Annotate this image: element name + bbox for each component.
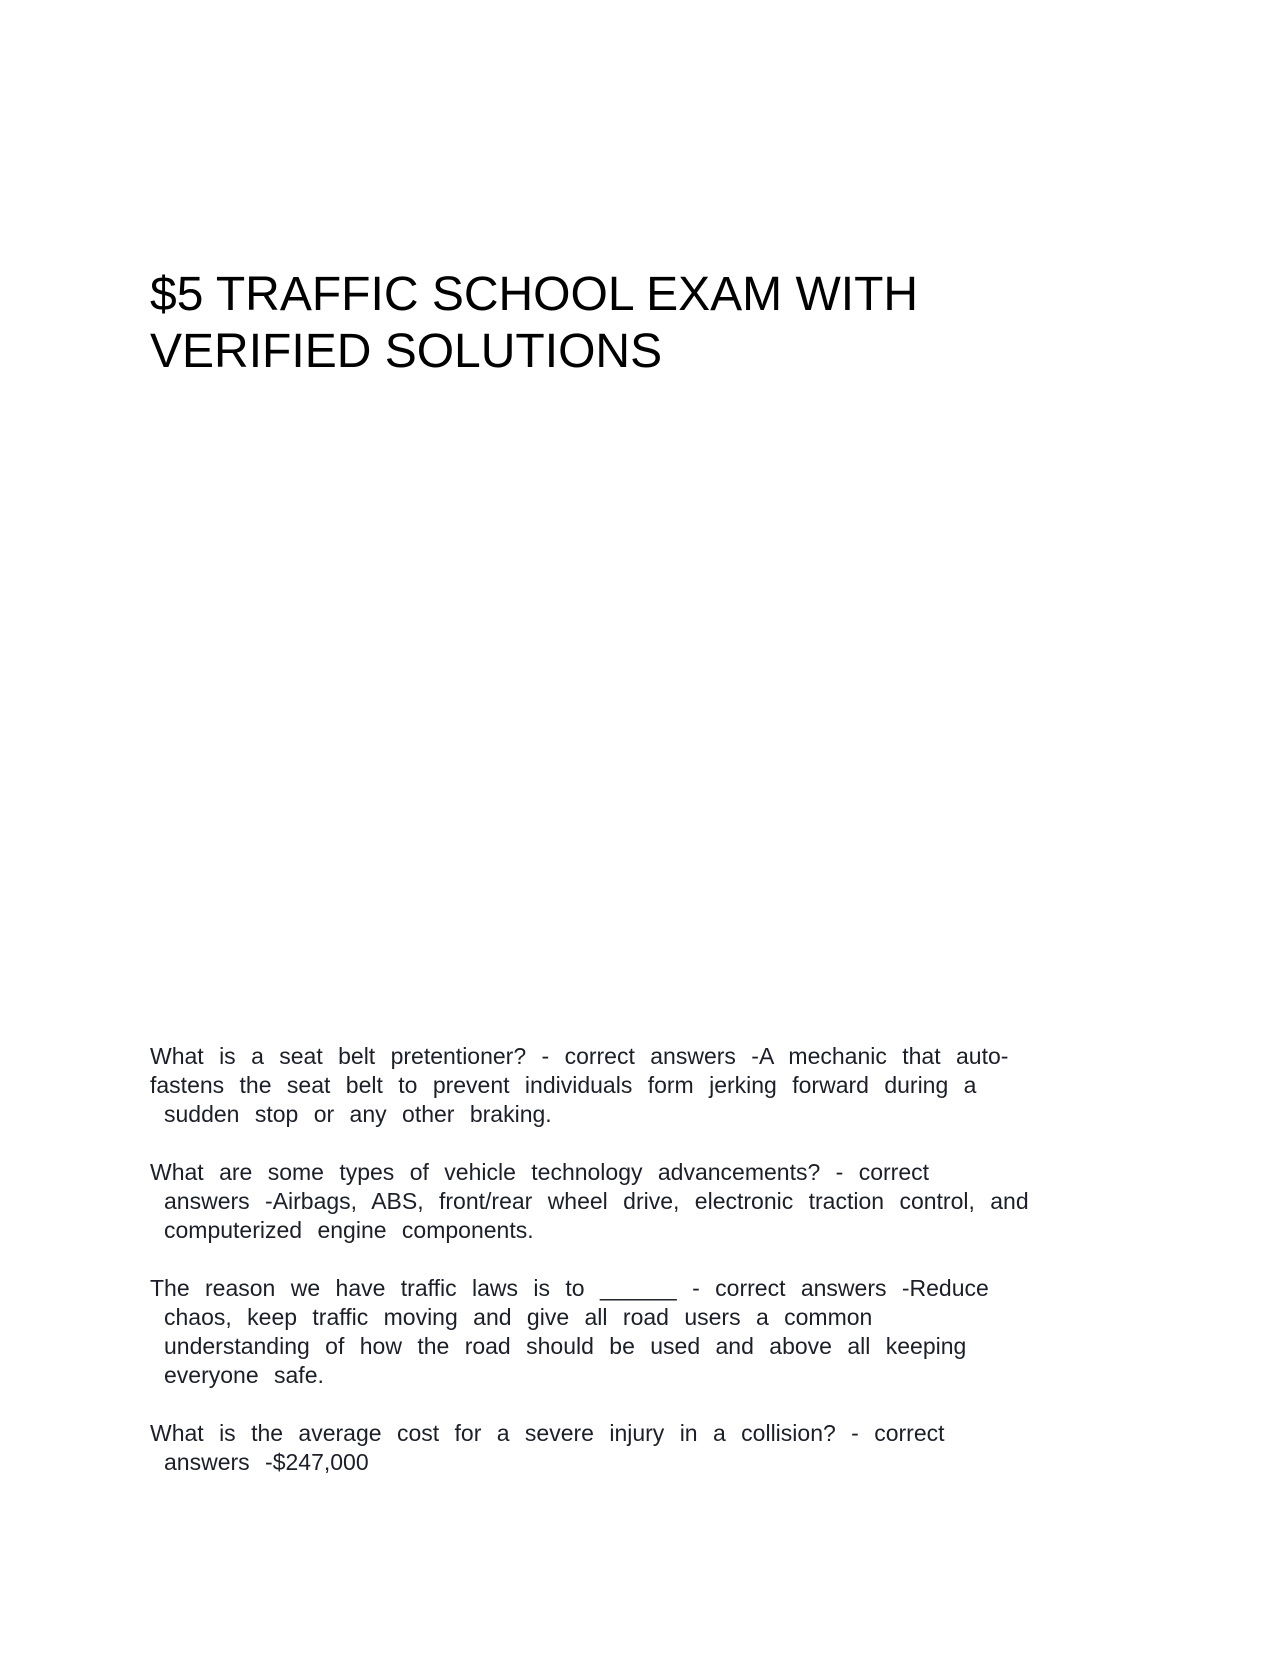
qa-line: What is a seat belt pretentioner? - correct answers -A mechanic that auto- xyxy=(150,1043,1009,1069)
title-line: VERIFIED SOLUTIONS xyxy=(150,325,663,378)
qa-line: computerized engine components. xyxy=(164,1217,534,1243)
qa-line: What are some types of vehicle technology advancements? - correct xyxy=(150,1159,930,1185)
qa-line: everyone safe. xyxy=(164,1362,324,1388)
qa-item-seat-belt-pretentioner xyxy=(150,1042,1130,1129)
title-line: $5 TRAFFIC SCHOOL EXAM WITH xyxy=(150,268,919,321)
qa-item-traffic-laws xyxy=(150,1274,1130,1390)
qa-item-vehicle-technology xyxy=(150,1158,1130,1245)
document-title xyxy=(150,266,1050,380)
qa-line: answers -Airbags, ABS, front/rear wheel drive, electronic traction control, and xyxy=(164,1188,1029,1214)
qa-line: understanding of how the road should be used and above all keeping xyxy=(164,1333,967,1359)
qa-line: answers -$247,000 xyxy=(164,1449,369,1475)
qa-line: The reason we have traffic laws is to ______ - correct answers -Reduce xyxy=(150,1275,989,1301)
qa-line: chaos, keep traffic moving and give all road users a common xyxy=(164,1304,873,1330)
qa-item-collision-cost xyxy=(150,1419,1130,1477)
qa-line: What is the average cost for a severe injury in a collision? - correct xyxy=(150,1420,945,1446)
qa-line: sudden stop or any other braking. xyxy=(164,1101,552,1127)
qa-line: fastens the seat belt to prevent individuals form jerking forward during a xyxy=(150,1072,977,1098)
qa-list xyxy=(150,1042,1130,1506)
